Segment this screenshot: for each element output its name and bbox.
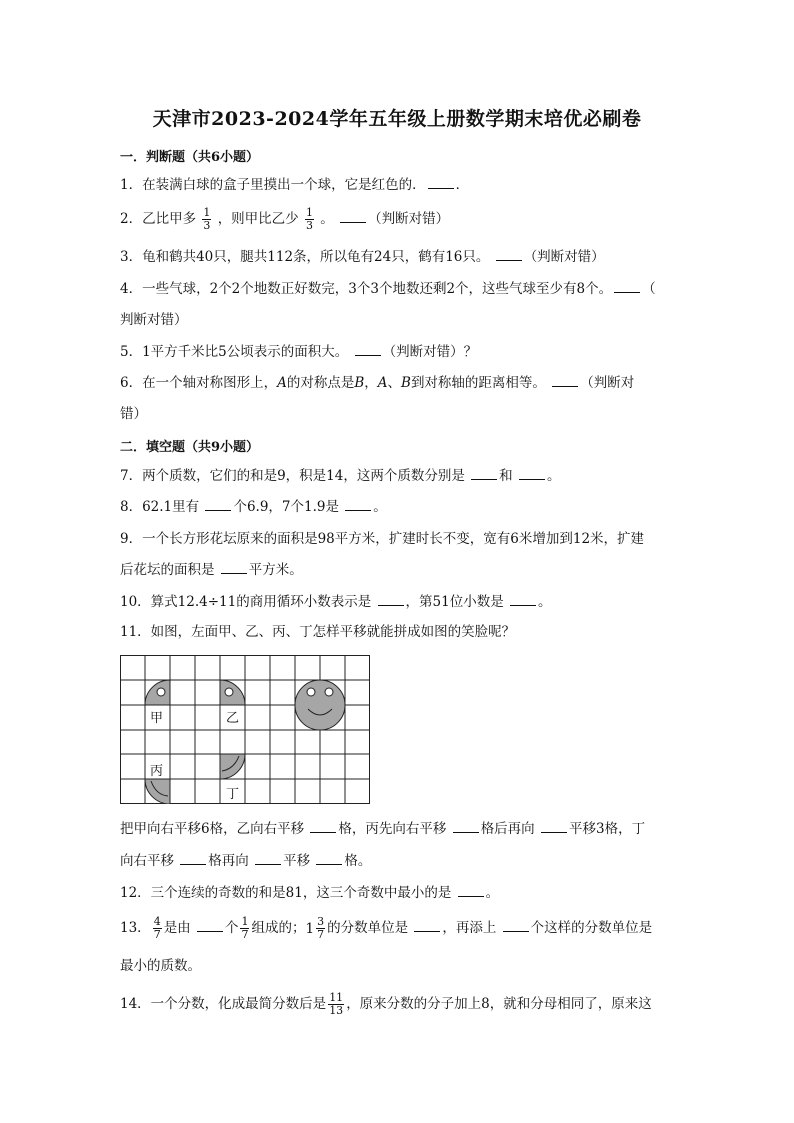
question-7: 7．两个质数，它们的和是9，积是14，这两个质数分别是 和 。 [120, 468, 561, 484]
question-2: 2．乙比甲多 $\frac{1}{3}$ ，则甲比乙少 $\frac{1}{3}$ 。 （判断对错） [120, 206, 450, 232]
label-bing: 丙 [150, 764, 164, 779]
question-5: 5．1平方千米比5公顷表示的面积大。 （判断对错）？ [120, 344, 478, 360]
question-4-cont: 判断对错） [120, 312, 188, 328]
question-13: 13． $\frac{4}{7}$ 是由 个 $\frac{1}{7}$ 组成的；1 $\frac{3}{7}$ 的分数单位是 ，再添上 个这样的分数单位是 [120, 915, 653, 941]
question-11-answer-line1: 把甲向右平移6格，乙向右平移 格，丙先向右平移 格后再向 平移3格，丁 [120, 821, 646, 837]
answer-blank[interactable] [221, 561, 247, 574]
answer-blank[interactable] [458, 884, 484, 897]
label-ding: 丁 [226, 787, 240, 802]
answer-blank[interactable] [519, 467, 545, 480]
question-11-answer-line2: 向右平移 格再向 平移 格。 [120, 853, 372, 869]
answer-blank[interactable] [355, 343, 381, 356]
answer-blank[interactable] [453, 820, 479, 833]
section-heading-fill: 二．填空题（共9小题） [120, 440, 260, 455]
question-13-cont: 最小的质数。 [120, 958, 201, 974]
question-6-cont: 错） [120, 406, 147, 422]
question-10: 10．算式12.4÷11的商用循环小数表示是 ，第51位小数是 。 [120, 594, 552, 610]
answer-blank[interactable] [197, 919, 223, 932]
fraction: $\frac{1}{7}$ [241, 915, 249, 941]
page-title: 天津市2023-2024学年五年级上册数学期末培优必刷卷 [152, 108, 642, 130]
smiley-face-icon [295, 680, 345, 730]
answer-blank[interactable] [310, 820, 336, 833]
answer-blank[interactable] [614, 280, 640, 293]
section-heading-judgment: 一．判断题（共6小题） [120, 150, 260, 165]
answer-blank[interactable] [255, 852, 281, 865]
answer-blank[interactable] [205, 498, 231, 511]
question-1: 1．在装满白球的盒子里摸出一个球，它是红色的． ． [120, 177, 470, 193]
answer-blank[interactable] [496, 248, 522, 261]
answer-blank[interactable] [503, 919, 529, 932]
question-12: 12．三个连续的奇数的和是81，这三个奇数中最小的是 。 [120, 885, 500, 901]
grid-svg [120, 655, 370, 804]
fraction: $\frac{3}{7}$ [317, 915, 325, 941]
eye-icon [225, 688, 233, 696]
question-8: 8．62.1里有 个6.9，7个1.9是 。 [120, 499, 387, 515]
answer-blank[interactable] [428, 176, 454, 189]
fraction: $\frac{11}{13}$ [329, 991, 344, 1017]
question-4: 4．一些气球，2个2个地数正好数完，3个3个地数还剩2个，这些气球至少有8个。 （ [120, 281, 656, 297]
eye-icon [157, 688, 165, 696]
answer-blank[interactable] [180, 852, 206, 865]
answer-blank[interactable] [414, 919, 440, 932]
question-11: 11．如图，左面甲、乙、丙、丁怎样平移就能拼成如图的笑脸呢？ [120, 624, 516, 640]
label-yi: 乙 [226, 711, 240, 726]
question-14: 14．一个分数，化成最简分数后是 $\frac{11}{13}$ ，原来分数的分子加上8，就和分母相同了，原来这 [120, 991, 652, 1017]
answer-blank[interactable] [552, 374, 578, 387]
answer-blank[interactable] [510, 593, 536, 606]
answer-blank[interactable] [345, 498, 371, 511]
question-6: 6．在一个轴对称图形上，A的对称点是B，A、B到对称轴的距离相等。 （判断对 [120, 375, 635, 391]
answer-blank[interactable] [471, 467, 497, 480]
fraction: $\frac{4}{7}$ [153, 915, 161, 941]
fraction: $\frac{1}{3}$ [203, 206, 211, 232]
translation-grid-figure [120, 655, 370, 804]
fraction: $\frac{1}{3}$ [305, 206, 313, 232]
answer-blank[interactable] [378, 593, 404, 606]
answer-blank[interactable] [340, 210, 366, 223]
question-3: 3．龟和鹤共40只，腿共112条，所以龟有24只，鹤有16只。 （判断对错） [120, 249, 605, 265]
question-9-cont: 后花坛的面积是 平方米。 [120, 562, 303, 578]
question-9: 9．一个长方形花坛原来的面积是98平方米，扩建时长不变，宽有6米增加到12米，扩建 [120, 531, 645, 547]
answer-blank[interactable] [541, 820, 567, 833]
answer-blank[interactable] [316, 852, 342, 865]
label-jia: 甲 [150, 711, 164, 726]
